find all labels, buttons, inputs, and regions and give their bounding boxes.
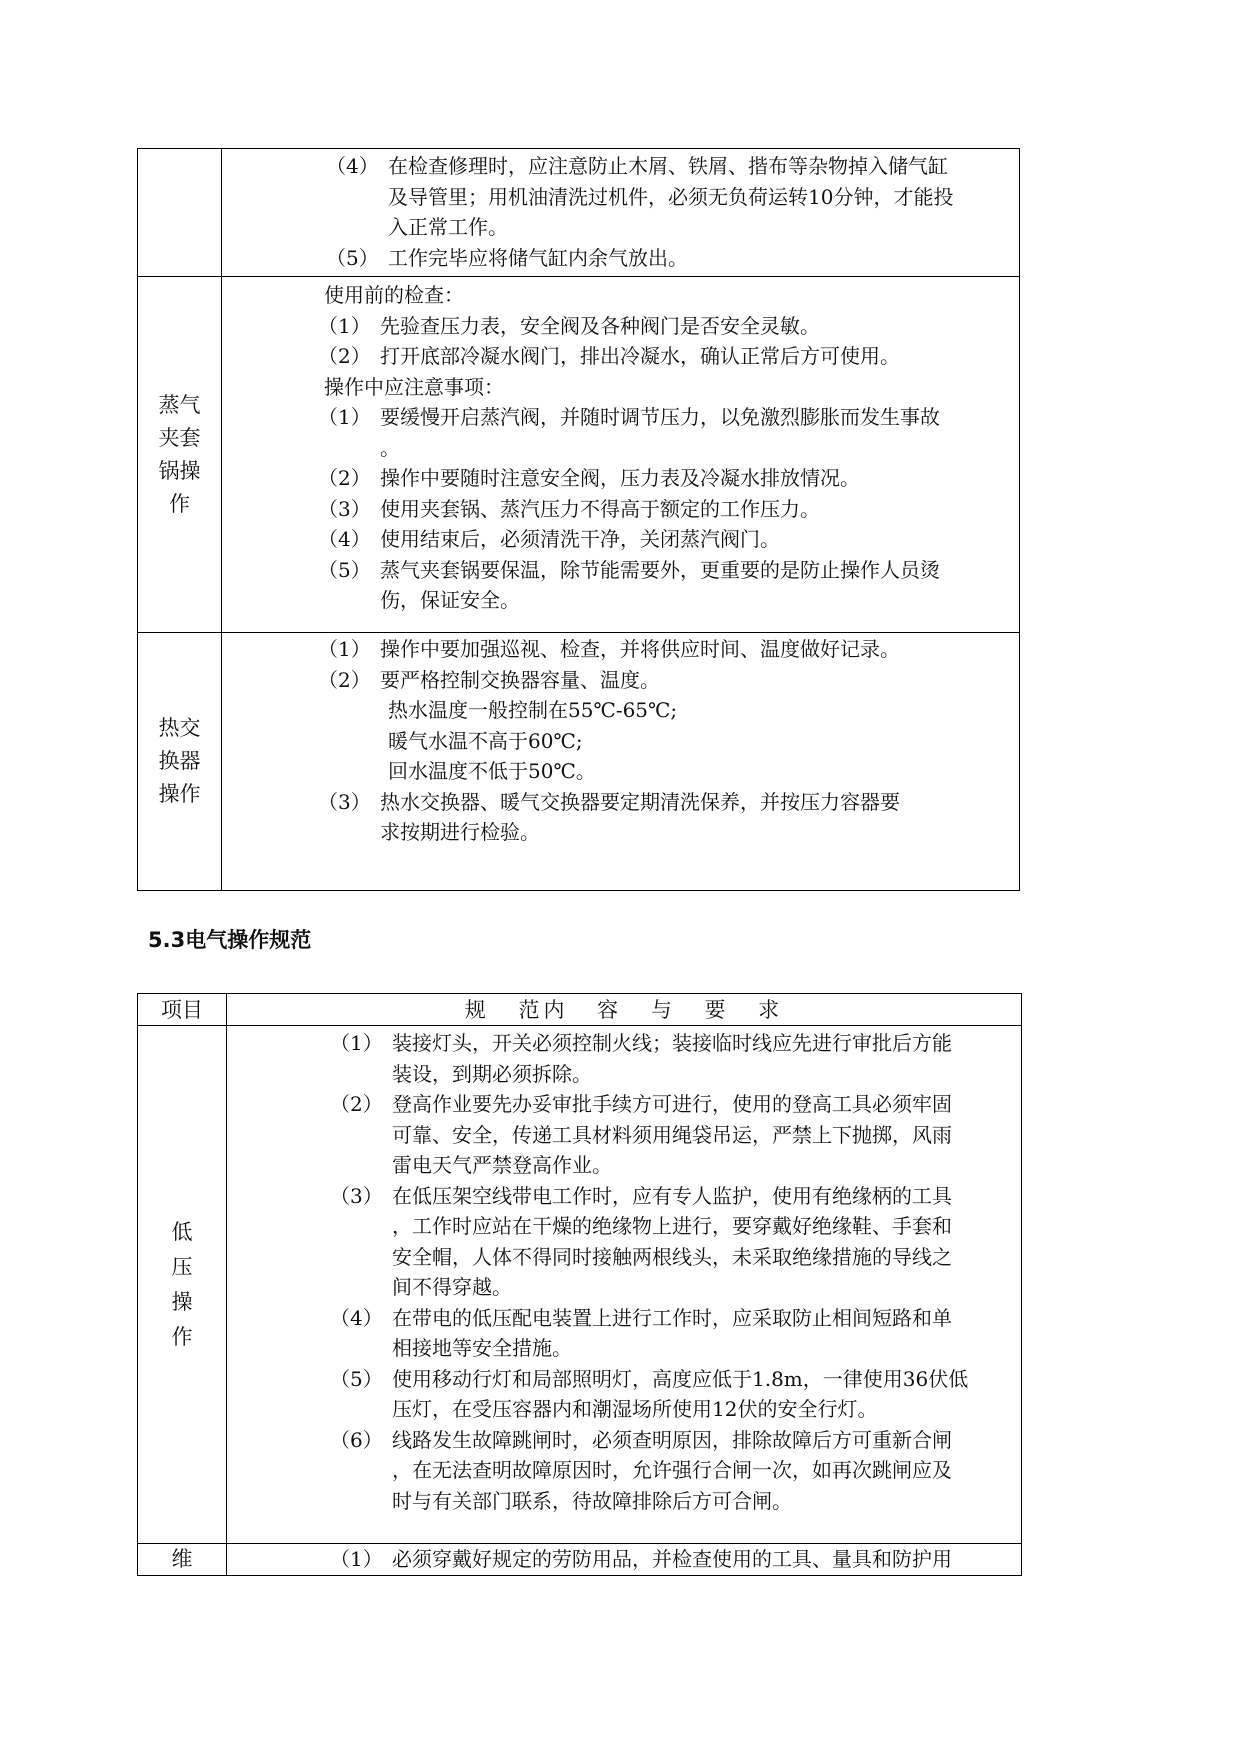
content-line [330, 1364, 1021, 1395]
item-number: （2） [318, 466, 371, 490]
item-number: （3） [318, 496, 371, 521]
item-text: 在低压架空线带电工作时，应有专人监护，使用有绝缘柄的工具 [392, 1183, 952, 1208]
content-line [318, 585, 1019, 616]
item-label: 低压操作 [171, 1219, 193, 1349]
item-number: （1） [330, 1031, 383, 1055]
content-line [318, 311, 1019, 342]
item-number: （6） [330, 1427, 383, 1452]
item-text: 线路发生故障跳闸时，必须查明原因，排除故障后方可重新合闸 [392, 1427, 952, 1452]
operation-table-2 [137, 993, 1022, 1576]
content-line [318, 817, 1019, 848]
item-text: 暖气水温不高于60℃; [388, 728, 583, 753]
content-line [318, 787, 1019, 818]
item-number: （1） [318, 405, 371, 429]
table-row [138, 1544, 1022, 1576]
item-text: 间不得穿越。 [392, 1275, 512, 1299]
item-text: ，在无法查明故障原因时，允许强行合闸一次，如再次跳闸应及 [392, 1458, 952, 1482]
content-cell [222, 277, 1020, 633]
section-heading: 5.3电气操作规范 [148, 928, 312, 952]
item-number: （2） [318, 667, 371, 692]
item-number: （5） [318, 557, 371, 582]
item-text: 要严格控制交换器容量、温度。 [380, 667, 660, 692]
item-text: 操作中要随时注意安全阀，压力表及冷凝水排放情况。 [380, 466, 860, 490]
item-label: 蒸气夹套锅操作 [158, 392, 201, 516]
content-line [318, 433, 1019, 464]
content-cell [222, 149, 1020, 277]
content-cell [227, 1026, 1022, 1544]
content-line [318, 634, 1019, 665]
item-number: （1） [318, 313, 371, 338]
content-cell [222, 633, 1020, 891]
table-row [138, 149, 1020, 277]
item-number: （3） [318, 789, 371, 814]
content-line [330, 1425, 1021, 1456]
item-text: 相接地等安全措施。 [392, 1336, 572, 1360]
item-text: 打开底部冷凝水阀门，排出冷凝水，确认正常后方可使用。 [380, 344, 900, 368]
item-text: 装接灯头，开关必须控制火线；装接临时线应先进行审批后方能 [392, 1031, 952, 1055]
item-text: 使用移动行灯和局部照明灯，高度应低于1.8m，一律使用36伏低 [392, 1366, 969, 1391]
table-row [138, 633, 1020, 891]
item-text: 入正常工作。 [388, 215, 508, 239]
item-number: （5） [330, 1366, 383, 1391]
item-text: 安全帽，人体不得同时接触两根线头，未采取绝缘措施的导线之 [392, 1244, 952, 1269]
item-text: 先验查压力表，安全阀及各种阀门是否安全灵敏。 [380, 313, 820, 338]
operation-table-1 [137, 148, 1020, 891]
item-text: 在带电的低压配电装置上进行工作时，应采取防止相间短路和单 [392, 1305, 952, 1330]
item-text: 热水交换器、暖气交换器要定期清洗保养，并按压力容器要 [380, 789, 900, 814]
content-line [330, 1455, 1021, 1486]
item-text: 在检查修理时，应注意防止木屑、铁屑、揩布等杂物掉入储气缸 [388, 154, 948, 178]
content-line [330, 1333, 1021, 1364]
item-text: ，工作时应站在干燥的绝缘物上进行，要穿戴好绝缘鞋、手套和 [392, 1214, 952, 1238]
content-line [330, 1181, 1021, 1212]
item-text: 工作完毕应将储气缸内余气放出。 [388, 245, 688, 270]
content-line [330, 1211, 1021, 1242]
item-text: 要缓慢开启蒸汽阀，并随时调节压力，以免激烈膨胀而发生事故 [380, 405, 940, 429]
content-line [318, 695, 1019, 726]
content-line [330, 1089, 1021, 1120]
content-line [318, 665, 1019, 696]
item-label: 热交换器操作 [158, 716, 201, 806]
item-text: 使用前的检查： [324, 283, 464, 307]
item-label-cell [138, 149, 222, 277]
item-text: 伤，保证安全。 [380, 588, 520, 612]
content-line [330, 1242, 1021, 1273]
item-text: 使用夹套锅、蒸汽压力不得高于额定的工作压力。 [380, 496, 820, 521]
item-number: （4） [318, 527, 371, 551]
content-line [318, 341, 1019, 372]
item-label-cell [138, 1026, 227, 1544]
content-line [330, 1544, 1021, 1575]
item-text: 回水温度不低于50℃。 [388, 759, 596, 783]
item-label-cell [138, 633, 222, 891]
item-number: （4） [330, 1305, 383, 1330]
content-line [326, 182, 1019, 213]
content-line [330, 1120, 1021, 1151]
item-text: 蒸气夹套锅要保温，除节能需要外，更重要的是防止操作人员烫 [380, 557, 940, 582]
item-number: （1） [318, 637, 371, 661]
content-cell [227, 1544, 1022, 1576]
content-line [330, 1486, 1021, 1517]
item-text: 热水温度一般控制在55℃-65℃; [388, 698, 678, 722]
content-line [326, 151, 1019, 182]
header-item: 项目 [138, 994, 227, 1026]
item-text: 。 [380, 435, 400, 460]
content-line [330, 1028, 1021, 1059]
content-line [326, 243, 1019, 274]
item-text: 及导管里；用机油清洗过机件，必须无负荷运转10分钟，才能投 [388, 184, 954, 209]
content-line [330, 1272, 1021, 1303]
item-text: 必须穿戴好规定的劳防用品，并检查使用的工具、量具和防护用 [392, 1547, 952, 1571]
item-text: 可靠、安全，传递工具材料须用绳袋吊运，严禁上下抛掷，风雨 [392, 1122, 952, 1147]
content-line [318, 726, 1019, 757]
item-number: （2） [318, 344, 371, 368]
item-text: 装设，到期必须拆除。 [392, 1061, 592, 1086]
item-number: （2） [330, 1092, 383, 1116]
item-number: （1） [330, 1547, 383, 1571]
item-text: 登高作业要先办妥审批手续方可进行，使用的登高工具必须牢固 [392, 1092, 952, 1116]
item-number: （3） [330, 1183, 383, 1208]
table-row [138, 277, 1020, 633]
item-label: 维 [171, 1547, 193, 1571]
content-line [326, 212, 1019, 243]
item-text: 压灯，在受压容器内和潮湿场所使用12伏的安全行灯。 [392, 1397, 878, 1421]
table-row [138, 1026, 1022, 1544]
content-line [330, 1394, 1021, 1425]
item-text: 操作中应注意事项： [324, 374, 504, 399]
item-number: （5） [326, 245, 379, 270]
content-line [318, 494, 1019, 525]
content-line [318, 555, 1019, 586]
content-line [318, 402, 1019, 433]
item-label-cell [138, 277, 222, 633]
header-content: 规 范内 容 与 要 求 [227, 994, 1022, 1026]
item-text: 雷电天气严禁登高作业。 [392, 1153, 612, 1177]
table-header-row [138, 994, 1022, 1026]
item-text: 使用结束后，必须清洗干净，关闭蒸汽阀门。 [380, 527, 780, 551]
content-line [318, 372, 1019, 403]
item-number: （4） [326, 154, 379, 178]
item-label-cell [138, 1544, 227, 1576]
item-text: 操作中要加强巡视、检查，并将供应时间、温度做好记录。 [380, 637, 900, 661]
content-line [318, 463, 1019, 494]
content-line [330, 1303, 1021, 1334]
content-line [318, 756, 1019, 787]
item-text: 时与有关部门联系，待故障排除后方可合闸。 [392, 1488, 792, 1513]
item-text: 求按期进行检验。 [380, 820, 540, 844]
content-line [318, 280, 1019, 311]
content-line [318, 524, 1019, 555]
content-line [330, 1059, 1021, 1090]
content-line [330, 1150, 1021, 1181]
